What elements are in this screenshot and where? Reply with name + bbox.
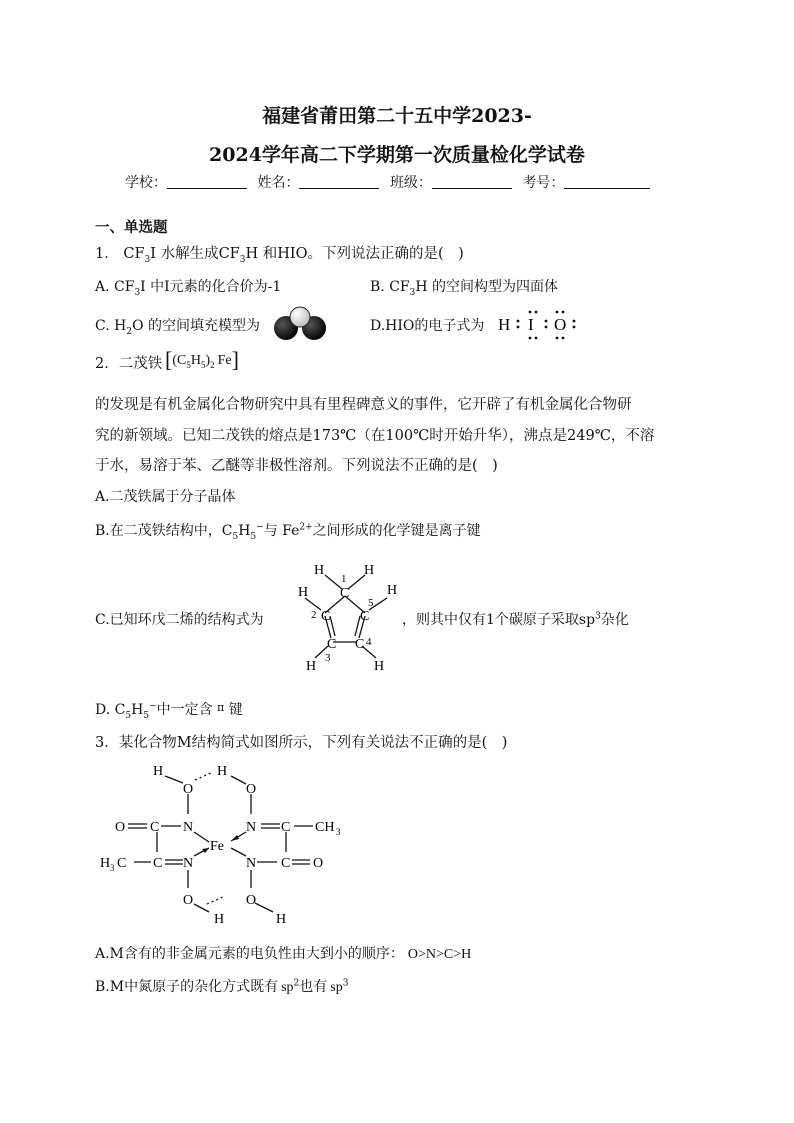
- compound-m-structure: [95, 758, 370, 930]
- svg-text:H: H: [306, 659, 317, 674]
- question-2-option-c: C.已知环戊二烯的结构式为: [95, 612, 264, 628]
- question-2-option-b: B.在二茂铁结构中，$C_5H_5^-$与 $Fe^{2+}$之间形成的化学键是离子键: [95, 522, 481, 542]
- svg-text:H: H: [100, 856, 111, 871]
- ferrocene-formula: [$(C_5H_5)_2$ Fe]: [165, 347, 239, 372]
- question-1-option-c: C. $H_2O$ 的空间填充模型为: [95, 318, 260, 337]
- class-field[interactable]: [432, 174, 512, 189]
- question-2-option-d: D. $C_5H_5^-$中一定含 $^\pi$ 键: [95, 701, 243, 721]
- svg-text:C: C: [360, 609, 370, 624]
- svg-text:5: 5: [368, 597, 374, 609]
- lewis-i: I: [528, 315, 534, 334]
- svg-text:4: 4: [366, 636, 372, 648]
- svg-text:H: H: [314, 563, 325, 578]
- student-info-row: [125, 172, 656, 192]
- school-label: 学校：: [125, 175, 167, 191]
- question-3-stem: 3．某化合物M结构简式如图所示，下列有关说法不正确的是( ): [95, 735, 508, 751]
- question-number: 2．: [95, 356, 119, 372]
- svg-text:H: H: [364, 563, 375, 578]
- exam-number-label: 考号：: [522, 175, 565, 191]
- svg-text:CH: CH: [315, 820, 335, 835]
- svg-text:C: C: [150, 820, 160, 835]
- title-line-2: 2024学年高二下学期第一次质量检化学试卷: [209, 144, 585, 166]
- question-2-paragraph-line-2: 究的新领域。已知二茂铁的熔点是173℃（在100℃时开始升华），沸点是249℃，不溶: [95, 428, 655, 444]
- hio-lewis-structure: [496, 308, 582, 342]
- title-line-1: 福建省莆田第二十五中学2023-: [262, 105, 532, 127]
- svg-text:O: O: [313, 856, 324, 871]
- svg-text:C: C: [153, 856, 163, 871]
- svg-text:N: N: [183, 856, 194, 871]
- name-label: 姓名：: [257, 175, 300, 191]
- svg-text:H: H: [217, 764, 228, 779]
- school-field[interactable]: [167, 174, 247, 189]
- question-2-paragraph-line-1: 的发现是有机金属化合物研究中具有里程碑意义的事件，它开辟了有机金属化合物研: [95, 397, 632, 413]
- question-1-option-b: B. $CF_3H$ 的空间构型为四面体: [370, 279, 559, 298]
- svg-text:O: O: [183, 782, 194, 797]
- water-space-filling-model-icon: [272, 306, 330, 342]
- svg-text:Fe: Fe: [210, 839, 224, 854]
- question-3-option-a: A.M含有的非金属元素的电负性由大到小的顺序： O>N>C>H: [95, 946, 472, 962]
- svg-text:N: N: [246, 856, 257, 871]
- svg-text:H: H: [276, 912, 287, 927]
- question-2-option-c-tail: ，则其中仅有1个碳原子采取$sp^3$杂化: [402, 611, 629, 628]
- svg-text:C: C: [281, 820, 291, 835]
- question-2-paragraph-line-3: 于水，易溶于苯、乙醚等非极性溶剂。下列说法不正确的是( ): [95, 458, 498, 474]
- svg-text:3: 3: [110, 863, 115, 873]
- svg-text:O: O: [183, 893, 194, 908]
- svg-text:O: O: [115, 820, 126, 835]
- question-2-stem: 2．二茂铁: [95, 356, 163, 372]
- question-number: 1．: [95, 246, 119, 262]
- question-1-option-d: D.HIO的电子式为: [370, 318, 485, 334]
- class-label: 班级：: [389, 175, 432, 191]
- cyclopentadiene-structure: [283, 558, 403, 678]
- svg-text:C: C: [340, 586, 350, 601]
- question-1-option-a: A. $CF_3I$ 中I元素的化合价为-1: [95, 279, 282, 298]
- svg-text:C: C: [327, 637, 337, 652]
- svg-text:C: C: [321, 609, 331, 624]
- lewis-h: H: [498, 315, 511, 334]
- svg-text:2: 2: [311, 609, 317, 621]
- svg-text:O: O: [246, 893, 257, 908]
- lone-pair-dots: [517, 311, 576, 340]
- section-title: 一、单选题: [95, 219, 168, 236]
- question-2-option-a: A.二茂铁属于分子晶体: [95, 489, 236, 505]
- svg-text:H: H: [214, 912, 225, 927]
- svg-text:C: C: [355, 637, 365, 652]
- svg-text:N: N: [246, 820, 257, 835]
- exam-number-field[interactable]: [564, 174, 650, 189]
- question-1-stem: 1． $CF_3I$ 水解生成$CF_3H$ 和HIO。下列说法正确的是( ): [95, 246, 464, 265]
- svg-text:C: C: [117, 856, 127, 871]
- svg-text:C: C: [281, 856, 291, 871]
- question-number: 3．: [95, 735, 119, 751]
- svg-text:O: O: [246, 782, 257, 797]
- name-field[interactable]: [299, 174, 379, 189]
- svg-text:N: N: [183, 820, 194, 835]
- svg-text:3: 3: [325, 652, 331, 664]
- svg-text:3: 3: [336, 827, 341, 837]
- lewis-o: O: [554, 315, 567, 334]
- svg-text:1: 1: [341, 573, 347, 585]
- question-3-option-b: B.M中氮原子的杂化方式既有 $sp^2$也有 $sp^3$: [95, 978, 349, 995]
- svg-text:H: H: [374, 659, 385, 674]
- svg-text:H: H: [153, 764, 164, 779]
- svg-text:H: H: [387, 583, 398, 598]
- svg-text:H: H: [298, 585, 309, 600]
